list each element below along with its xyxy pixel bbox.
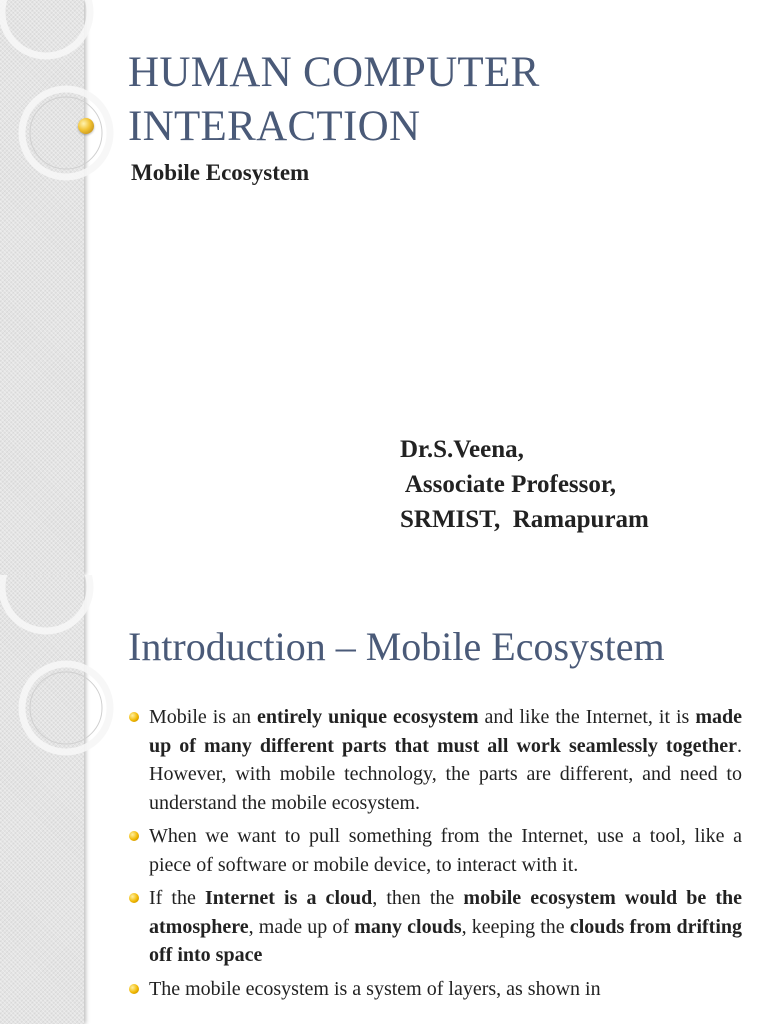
section-title: Introduction – Mobile Ecosystem: [128, 624, 665, 669]
ring-decoration-icon: [0, 575, 130, 775]
bullet-icon: [129, 831, 139, 841]
subtitle: Mobile Ecosystem: [131, 160, 310, 185]
bullet-icon: [129, 984, 139, 994]
author-position: Associate Professor,: [400, 471, 616, 498]
bullet-text: , keeping the: [461, 915, 570, 938]
bullet-text: , then the: [372, 887, 464, 909]
bullet-text: If the: [149, 887, 205, 909]
content-slide: [0, 575, 768, 1024]
list-item: [129, 703, 742, 817]
author-block: [400, 432, 649, 537]
ring-decoration-icon: [0, 0, 130, 200]
bullet-text: . However, with mobile technology, the parts are different, and need to understand the mobile ecosystem.: [149, 734, 742, 814]
author-name: Dr.S.Veena,: [400, 436, 524, 463]
bullet-text: and like the Internet, it is: [478, 706, 696, 728]
author-institution: SRMIST, Ramapuram: [400, 506, 649, 533]
list-item: [129, 884, 742, 970]
bullet-text-bold: mobile ecosystem would be the atmosphere: [149, 887, 742, 938]
list-item: [129, 822, 742, 879]
bullet-text: The mobile ecosystem is a system of layers, as shown in: [149, 977, 601, 1000]
bullet-text-bold: clouds from drifting off into space: [149, 915, 743, 966]
bullet-text-bold: entirely unique ecosystem: [256, 706, 479, 728]
list-item: [129, 975, 742, 1004]
bullet-text: , made up of: [248, 915, 355, 938]
bullet-text-bold: many clouds: [354, 915, 462, 938]
bullet-text: When we want to pull something from the Internet, use a tool, like a piece of software or mobile device, to interact with it.: [149, 825, 742, 876]
bullet-text-bold: made up of many different parts that must all work seamlessly together: [149, 706, 742, 757]
bullet-icon: [129, 893, 139, 903]
bullet-text-bold: Internet is a cloud: [204, 887, 373, 909]
bullet-text: Mobile is an: [149, 706, 257, 728]
bullet-icon: [129, 712, 139, 722]
gold-orb-icon: [78, 118, 94, 134]
page-title: HUMAN COMPUTER INTERACTION: [128, 49, 540, 150]
bullet-list: [129, 703, 742, 1008]
